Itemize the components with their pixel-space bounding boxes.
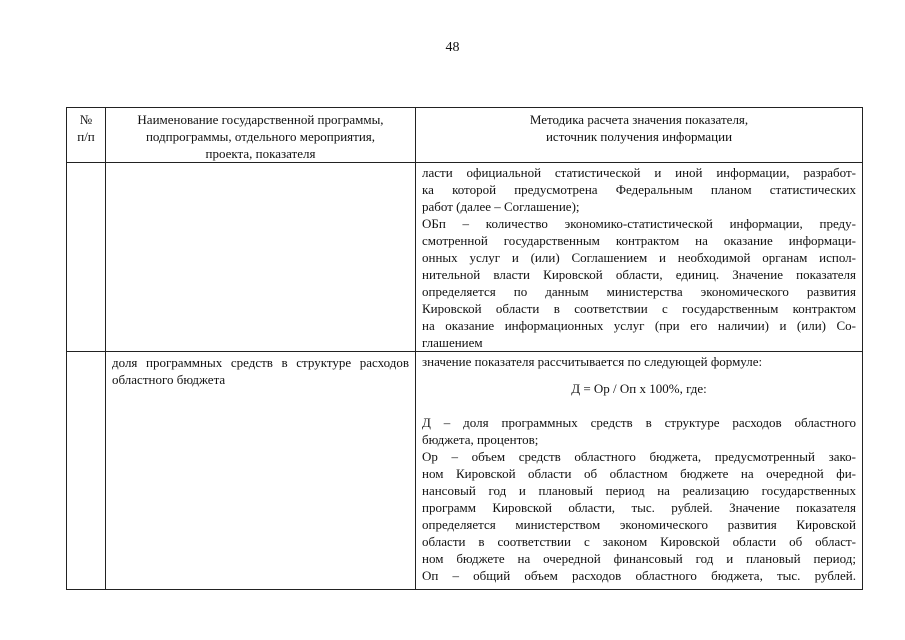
method-line: глашением xyxy=(422,335,483,350)
header-name-line: Наименование государственной программы, xyxy=(137,112,384,127)
method-line: Ор – объем средств областного бюджета, предусмотренный зако- xyxy=(422,449,856,464)
method-line: ном бюджете на очередной финансовый год и плановый период; xyxy=(422,551,856,566)
method-line: ОБп – количество экономико-статистической информации, преду- xyxy=(422,216,856,231)
header-name xyxy=(106,108,416,163)
method-line: работ (далее – Соглашение); xyxy=(422,199,580,214)
row-num-cell xyxy=(67,352,106,590)
method-line: ка которой предусмотрена Федеральным планом статистических xyxy=(422,182,856,197)
method-line: на оказание информационных услуг (при его наличии) и (или) Со- xyxy=(422,318,856,333)
method-line: Д – доля программных средств в структуре расходов областного xyxy=(422,415,856,430)
row-name-cell: доля программных средств в структуре расходов областного бюджета xyxy=(106,352,416,590)
method-line: определяется по данным министерства экономического развития xyxy=(422,284,856,299)
table-header-row xyxy=(67,108,863,163)
method-line: области в соответствии с законом Кировской области об област- xyxy=(422,534,856,549)
method-line: бюджета, процентов; xyxy=(422,432,539,447)
method-line: программ Кировской области, тыс. рублей. Значение показателя xyxy=(422,500,856,515)
header-name-line: проекта, показателя xyxy=(205,146,316,161)
header-name-line: подпрограммы, отдельного мероприятия, xyxy=(145,129,376,144)
method-line: смотренной государственным контрактом на оказание информаци- xyxy=(422,233,856,248)
header-num-line: № xyxy=(79,112,93,127)
method-line: определяется министерством экономического развития Кировской xyxy=(422,517,856,532)
table-row xyxy=(67,352,863,590)
page-number: 48 xyxy=(445,40,460,55)
row-num-cell xyxy=(67,163,106,352)
formula: Д = Ор / Оп х 100%, где: xyxy=(571,381,707,396)
header-method-line: источник получения информации xyxy=(545,129,733,144)
row-name-cell xyxy=(106,163,416,352)
methodology-table xyxy=(66,107,863,590)
method-intro: значение показателя рассчитывается по следующей формуле: xyxy=(422,354,763,369)
row-method-cell xyxy=(416,352,863,590)
row-method-cell xyxy=(416,163,863,352)
header-num-line: п/п xyxy=(77,129,95,144)
method-line: Кировской области в соответствии с государственным контрактом xyxy=(422,301,856,316)
method-line: ном Кировской области об областном бюджете на очередной фи- xyxy=(422,466,856,481)
header-method xyxy=(416,108,863,163)
method-line: нансовый год и плановый период на реализацию государственных xyxy=(422,483,856,498)
method-line: ласти официальной статистической и иной информации, разработ- xyxy=(422,165,856,180)
method-line: онных услуг и (или) Соглашением и необходимой органам испол- xyxy=(422,250,856,265)
header-num xyxy=(67,108,106,163)
method-line: нительной власти Кировской области, единиц. Значение показателя xyxy=(422,267,856,282)
header-method-line: Методика расчета значения показателя, xyxy=(529,112,749,127)
table-row xyxy=(67,163,863,352)
method-line: Оп – общий объем расходов областного бюджета, тыс. рублей. xyxy=(422,568,856,583)
